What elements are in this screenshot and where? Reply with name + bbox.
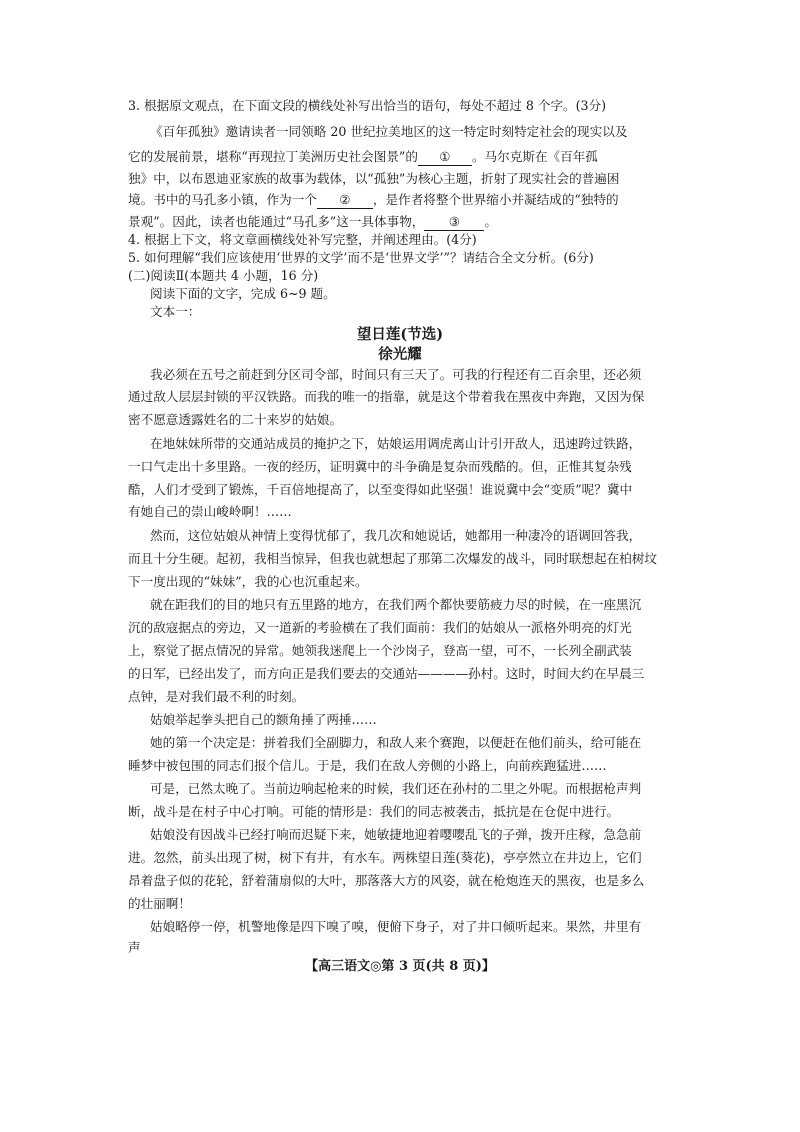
- page-footer: 【高三语文◎第 3 页(共 8 页)】: [305, 959, 495, 974]
- text-label: 文本一：: [150, 304, 201, 319]
- answer-blank-2[interactable]: ②: [317, 192, 373, 209]
- story-line: 而且十分生硬。起初，我相当惊异，但我也就想起了那第二次爆发的战斗，同时联想起在柏树坟: [128, 551, 657, 566]
- question-5: 5. 如何理解“我们应该使用‘世界的文学’而不是‘世界文学’”？请结合全文分析。(6分): [128, 250, 594, 265]
- story-line: 姑娘略停一停，机警地像是四下嗅了嗅，便俯下身子，对了井口倾听起来。果然，井里有: [150, 919, 642, 934]
- story-line: 有她自己的崇山峻岭啊！……: [128, 504, 292, 519]
- story-line: 姑娘没有因战斗已经打响而迟疑下来，她敏捷地迎着嘤嘤乱飞的子弹，拨开庄稼，急急前: [150, 827, 642, 842]
- story-author: 徐光耀: [378, 346, 422, 363]
- story-line: 上，察觉了据点情况的异常。她领我迷爬上一个沙岗子，登高一望，可不，一长列全副武装: [128, 643, 632, 658]
- question-3-passage-line: 它的发展前景，堪称“再现拉丁美洲历史社会图景”的 ① 。马尔克斯在《百年孤: [128, 149, 598, 164]
- answer-blank-1[interactable]: ①: [418, 149, 472, 166]
- story-line: 断，战斗是在村子中心打响。可能的情形是：我们的同志被袭击，抵抗是在仓促中进行。: [128, 804, 620, 819]
- question-3-passage-line: 景观”。因此，读者也能通过“马孔多”这一具体事物， ③ 。: [128, 214, 497, 229]
- story-line: 然而，这位姑娘从神情上变得忧郁了，我几次和她说话，她都用一种凄冷的语调回答我，: [150, 528, 642, 543]
- story-line: 我必须在五号之前赶到分区司令部，时间只有三天了。可我的行程还有二百余里，还必须: [150, 367, 642, 382]
- question-3-passage-line: 《百年孤独》邀请读者一同领略 20 世纪拉美地区的这一特定时刻特定社会的现实以及: [150, 124, 628, 139]
- story-line: 声: [128, 940, 141, 955]
- story-line: 下一度出现的“妹妹”，我的心也沉重起来。: [128, 574, 368, 589]
- story-line: 进。忽然，前头出现了树，树下有井，有水车。两株望日莲(葵花)，亭亭然立在井边上，它们: [128, 850, 642, 865]
- story-line: 昂着盘子似的花轮，舒着蒲扇似的大叶，那落落大方的风姿，就在枪炮连天的黑夜，也是多么: [128, 873, 645, 888]
- story-line: 睡梦中被包围的同志们报个信儿。于是，我们在敌人旁侧的小路上，向前疾跑猛进……: [128, 758, 607, 773]
- story-title: 望日莲(节选): [356, 326, 444, 343]
- story-line: 的壮丽啊！: [128, 896, 191, 911]
- story-line: 通过敌人层层封锁的平汉铁路。而我的唯一的指靠，就是这个带着我在黑夜中奔跑，又因为保: [128, 389, 645, 404]
- story-line: 就在距我们的目的地只有五里路的地方，在我们两个都快要筋疲力尽的时候，在一座黑沉: [150, 597, 642, 612]
- story-line: 点钟，是对我们最不利的时刻。: [128, 689, 305, 704]
- story-line: 可是，已然太晚了。当前边响起枪来的时候，我们还在孙村的二里之外呢。而根据枪声判: [150, 781, 642, 796]
- story-line: 酷，人们才受到了锻炼，千百倍地提高了，以至变得如此坚强！谁说冀中会“变质”呢？冀中: [128, 482, 633, 497]
- question-3-passage-line: 境。书中的马孔多小镇，作为一个 ② ，是作者将整个世界缩小并凝结成的“独特的: [128, 192, 619, 207]
- story-line: 的日军，已经出发了，而方向正是我们要去的交通站————孙村。这时，时间大约在早晨三: [128, 666, 645, 681]
- story-line: 在地妹妹所带的交通站成员的掩护之下，姑娘运用调虎离山计引开敌人，迅速跨过铁路，: [150, 436, 642, 451]
- reading-instruction: 阅读下面的文字，完成 6~9 题。: [150, 286, 336, 301]
- answer-blank-3[interactable]: ③: [424, 214, 484, 231]
- question-4: 4. 根据上下文，将文章画横线处补写完整，并阐述理由。(4分): [128, 232, 477, 247]
- question-3-passage-line: 独》中，以布恩迪亚家族的故事为载体，以“孤独”为核心主题，折射了现实社会的普遍困: [128, 171, 620, 186]
- section-heading: (二)阅读Ⅱ(本题共 4 小题，16 分): [128, 268, 319, 283]
- story-line: 沉的敌寇据点的旁边，又一道新的考验横在了我们面前：我们的姑娘从一派格外明亮的灯光: [128, 620, 632, 635]
- story-line: 一口气走出十多里路。一夜的经历，证明冀中的斗争确是复杂而残酷的。但，正惟其复杂残: [128, 459, 632, 474]
- story-line: 姑娘举起拳头把自己的额角捶了两捶……: [150, 712, 377, 727]
- question-3-stem: 3. 根据原文观点，在下面文段的横线处补写出恰当的语句，每处不超过 8 个字。(3分): [128, 98, 607, 113]
- story-line: 密不愿意透露姓名的二十来岁的姑娘。: [128, 412, 343, 427]
- story-line: 她的第一个决定是：拼着我们全副脚力，和敌人来个赛跑，以便赶在他们前头，给可能在: [150, 735, 642, 750]
